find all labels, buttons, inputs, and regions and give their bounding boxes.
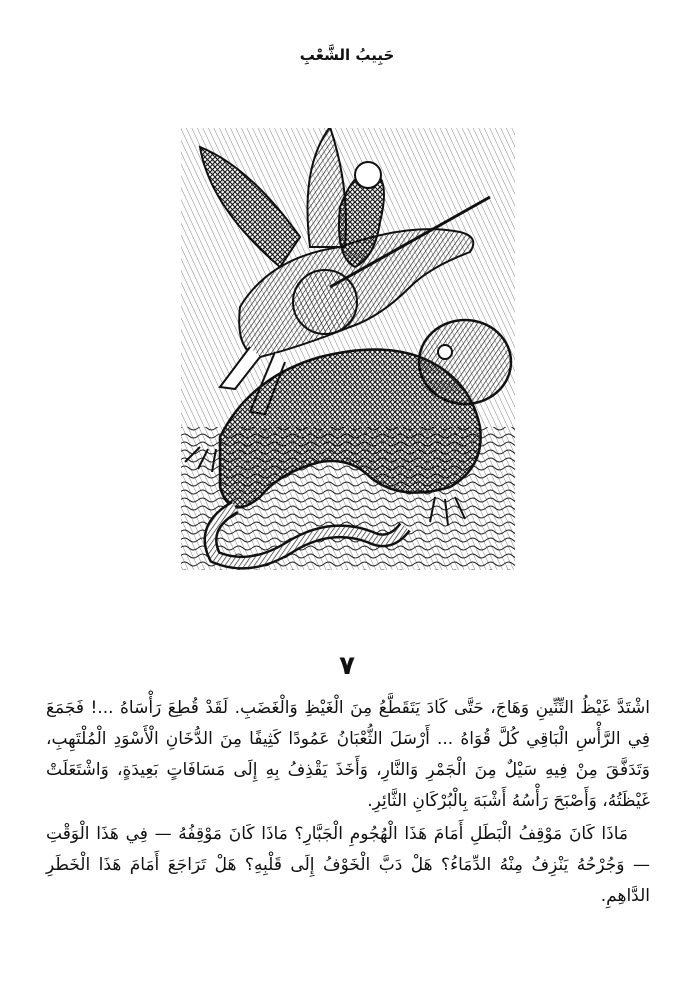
chapter-body [46,693,650,912]
knight-dragon-illustration [180,127,516,571]
running-header: حَبِيبُ الشَّعْبِ [299,46,395,64]
paragraph: مَاذَا كَانَ مَوْقِفُ الْبَطَلِ أَمَامَ هَذَا الْهُجُومِ الْجَبَّارِ؟ مَاذَا كَانَ مَوْقِفُهُ — فِي هَذَا الْوَقْتِ — وَجُرْحُهُ يَنْزِفُ مِنْهُ الدِّمَاءُ؟ هَلْ دَبَّ الْخَوْفُ إِلَى قَلْبِهِ؟ هَلْ تَرَاجَعَ أَمَامَ هَذَا الْخَطَرِ الدَّاهِمِ. [46,824,650,906]
chapter-number: ٧ [339,651,355,681]
paragraph: اشْتَدَّ غَيْظُ التِّنِّينِ وَهَاجَ، حَتَّى كَادَ يَتَقَطَّعُ مِنَ الْغَيْظِ وَالْغَضَبِ. لَقَدْ قُطِعَ رَأْسَاهُ ...! فَجَمَعَ فِي الرَّأْسِ الْبَاقِي كُلَّ قُوَاهُ ... أَرْسَلَ الثُّعْبَانُ عَمُودًا كَثِيفًا مِنَ الدُّخَانِ الْأَسْوَدِ الْمُلْتَهِبِ، وَتَدَفَّقَ مِنْ فِيهِ سَيْلٌ مِنَ الْجَمْرِ وَالنَّارِ، وَأَخَذَ يَقْذِفُ بِهِ إِلَى مَسَافَاتٍ بَعِيدَةٍ، وَاشْتَعَلَتْ غَيْظَتُهُ، وَأَصْبَحَ رَأْسُهُ أَشْبَهَ بِالْبُرْكَانِ الثَّائِرِ. [46,698,650,811]
